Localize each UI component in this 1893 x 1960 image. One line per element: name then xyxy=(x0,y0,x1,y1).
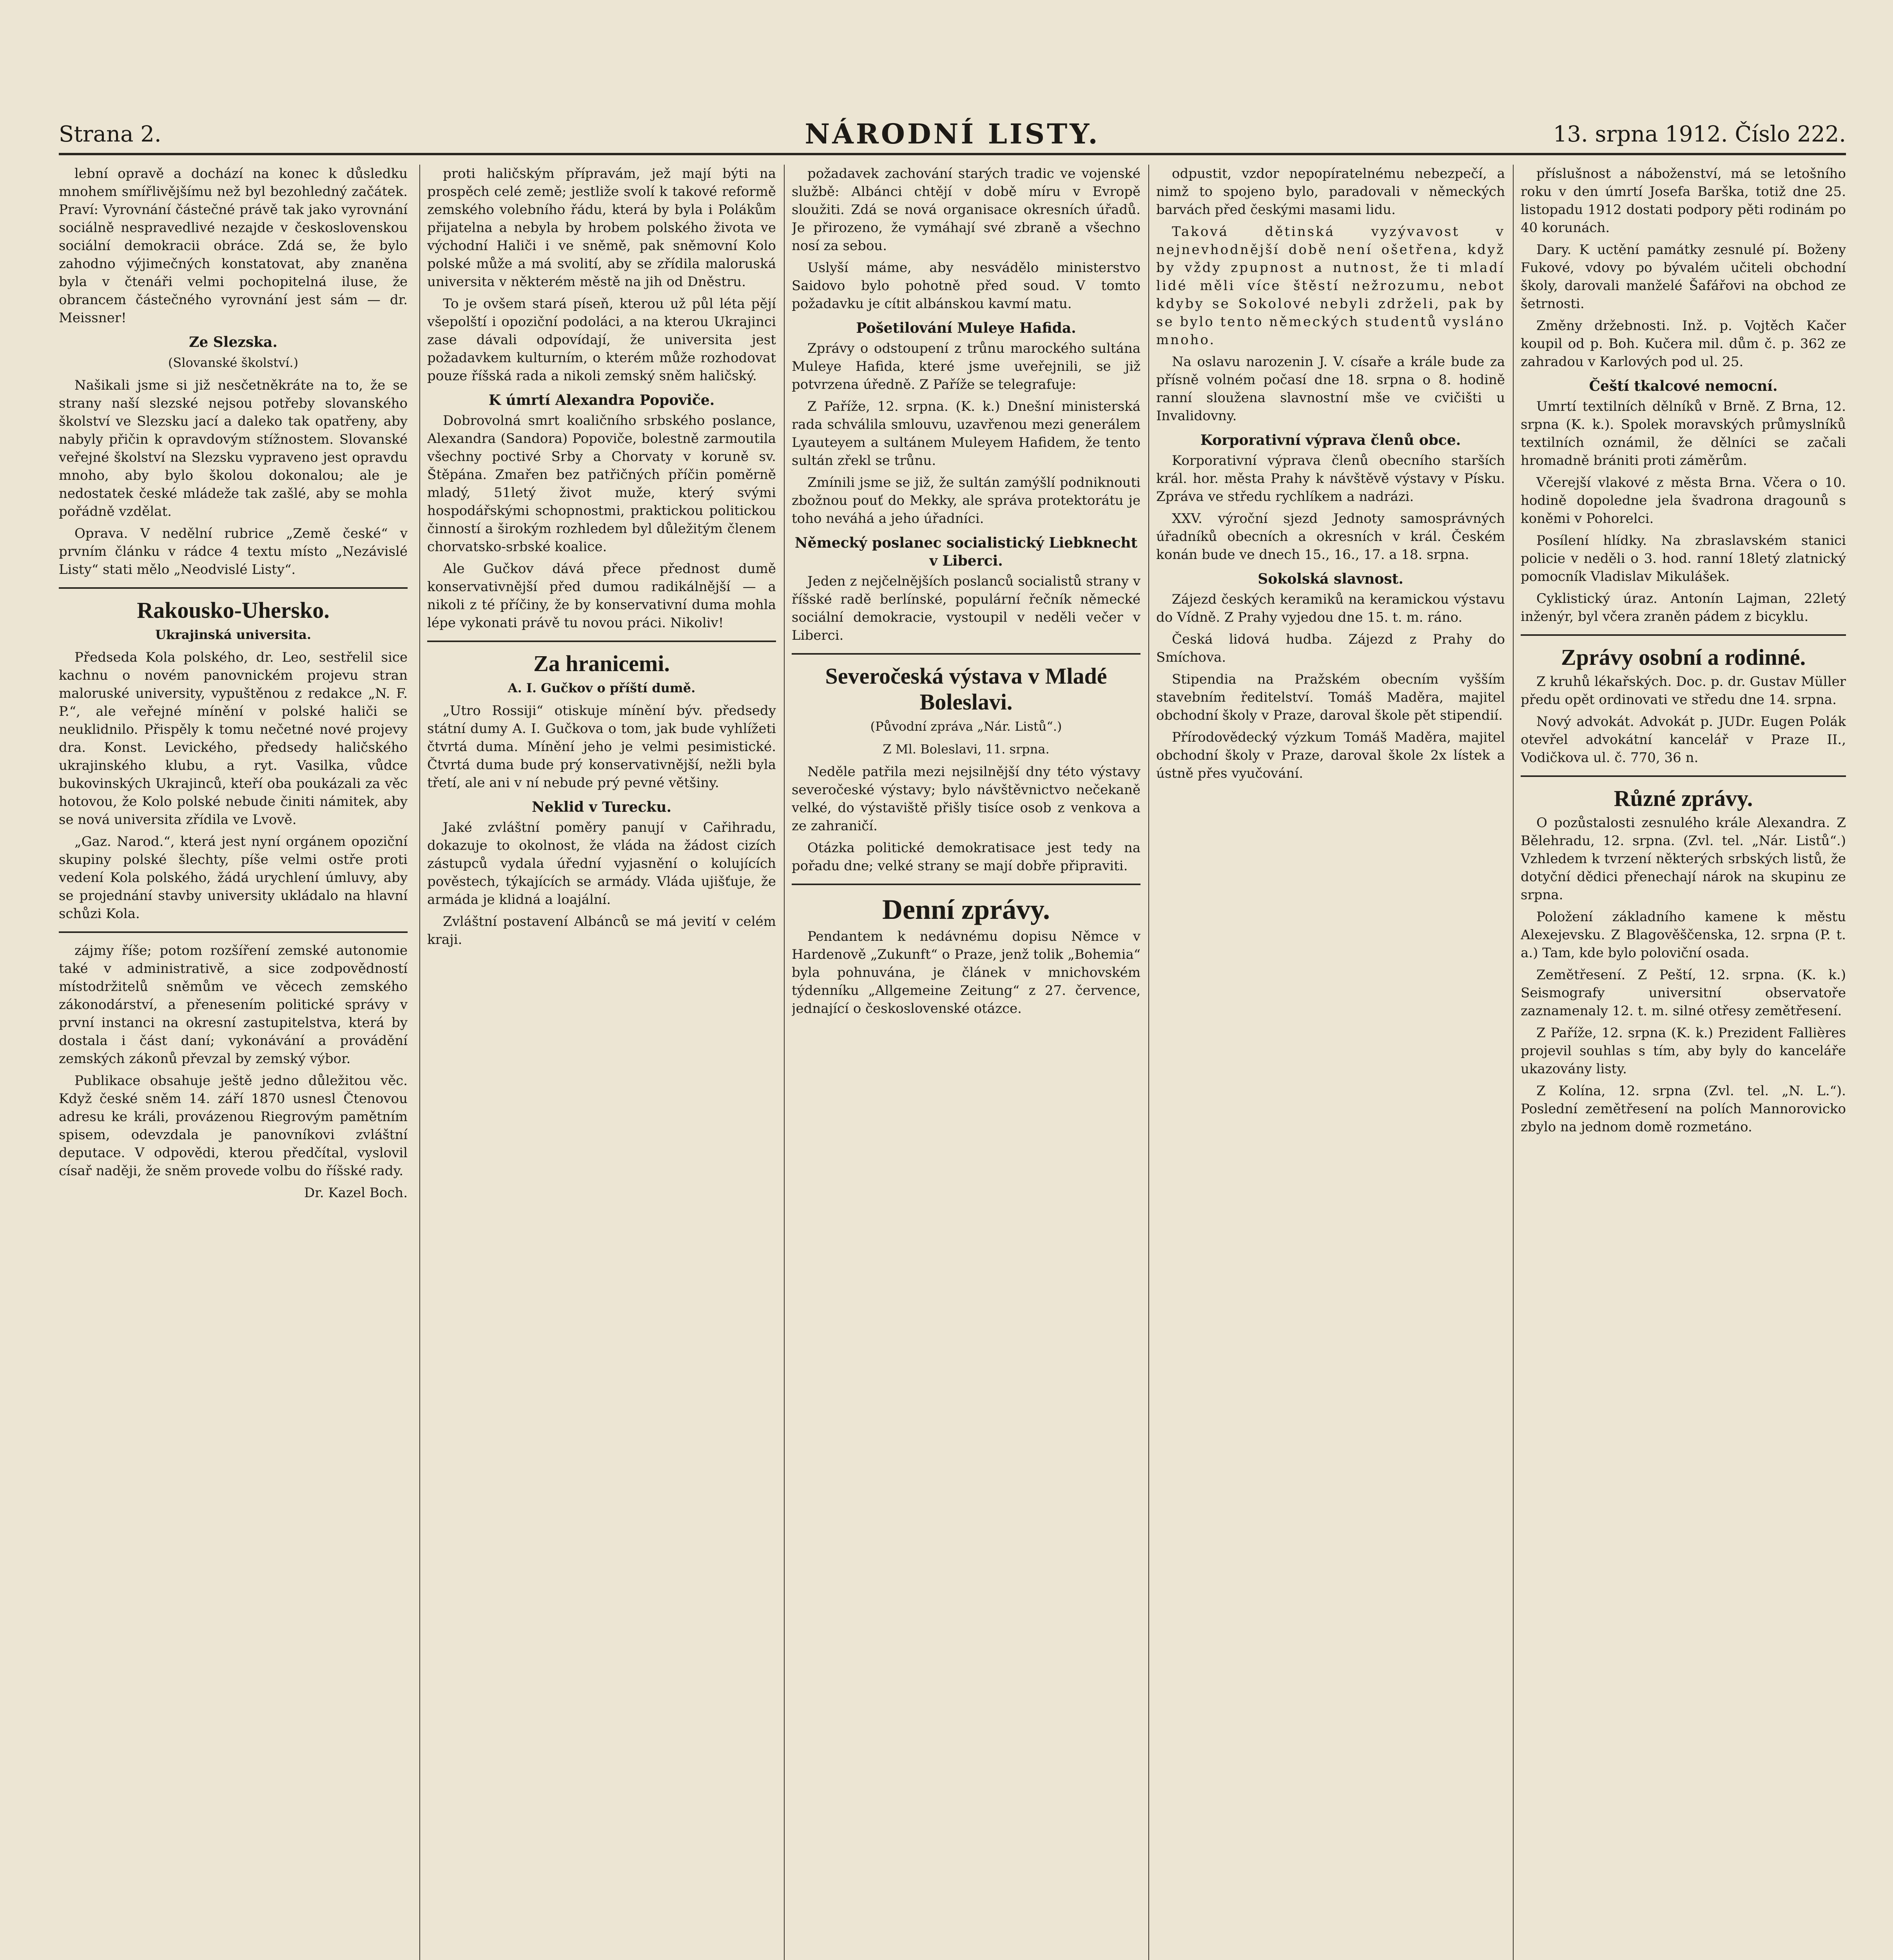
section-subheading: (Slovanské školství.) xyxy=(168,355,299,370)
section-divider xyxy=(1521,775,1846,777)
article-text: O pozůstalosti zesnulého krále Alexandra. Z Bělehradu, 12. srpna. (Zvl. tel. „Nár. Listů“.) Vzhledem k tvrzení některých srbských listů, že dotyční dědici přenechají nárok na skupinu ze srpna. xyxy=(1521,815,1846,903)
section-heading: Různé zprávy. xyxy=(1614,786,1753,811)
column-2 xyxy=(427,165,776,1960)
masthead xyxy=(59,118,1846,155)
article-text: To je ovšem stará píseň, kterou už půl léta pějí všepolští i opoziční podoláci, a na kterou Ukrajinci zase dávali odpovídají, že universita jest požadavkem kulturním, o kterém může rozhodovat pouze říšská rada a nikoli zemský sněm haličský. xyxy=(427,296,776,384)
dateline: Z Ml. Boleslavi, 11. srpna. xyxy=(883,742,1050,757)
article-text: Jeden z nejčelnějších poslanců socialistů strany v říšské radě berlínské, populární řečník německé sociální demokracie, vystoupil v neděli večer v Liberci. xyxy=(792,573,1141,643)
page-number: Strana 2. xyxy=(59,122,161,147)
article-text: Z Paříže, 12. srpna (K. k.) Prezident Fallières projevil souhlas s tím, aby byly do kanceláře ukazovány listy. xyxy=(1521,1025,1846,1077)
article-text: Neděle patřila mezi nejsilnější dny této výstavy severočeské výstavy; bylo návštěvnictvo nečekaně velké, do výstaviště přišly tisíce osob z venkova a ze zahraničí. xyxy=(792,764,1141,834)
section-divider xyxy=(427,641,776,642)
section-heading: Za hranicemi. xyxy=(533,651,670,676)
article-text: Na oslavu narozenin J. V. císaře a krále bude za přísně volném počasí dne 18. srpna o 8. hodině ranní sloužena slavnostní mše ve cvičišti u Invalidovny. xyxy=(1156,354,1505,424)
article-text: Ale Gučkov dává přece přednost dumě konservativnější před dumou radikálnější — a nikoli z té příčiny, že by konservativní duma mohla lépe vykonati právě tu novou práci. Nikoliv! xyxy=(427,561,776,631)
article-text: příslušnost a náboženství, má se letošního roku v den úmrtí Josefa Barška, totiž dne 25. listopadu 1912 dostati podpory pěti rodinám po 40 korunách. xyxy=(1521,166,1846,236)
section-heading: Severočeská výstava v Mladé Boleslavi. xyxy=(825,663,1107,715)
issue-date: 13. srpna 1912. Číslo 222. xyxy=(1553,122,1846,147)
article-text: Zvláštní postavení Albánců se má jevití v celém kraji. xyxy=(427,914,776,947)
article-text: Nový advokát. Advokát p. JUDr. Eugen Polák otevřel advokátní kancelář v Praze II., Vodičkova ul. č. 770, 36 n. xyxy=(1521,714,1846,766)
column-1 xyxy=(59,165,408,1960)
column-5 xyxy=(1521,165,1846,1960)
section-subheading: (Původní zpráva „Nár. Listů“.) xyxy=(870,719,1062,734)
article-text: Z Paříže, 12. srpna. (K. k.) Dnešní ministerská rada schválila smlouvu, uzavřenou mezi generálem Lyauteyem a sultánem Muleyem Hafidem, že tento sultán zřekl se trůnu. xyxy=(792,399,1141,468)
article-text: Taková dětinská vyzývavost v nejnevhodnější době není ošetřena, když by vždy zpupnost a nutnost, že ti mladí lidé měli více štěstí nežrozumu, nebot kdyby se Sokolové nebyli zdrželi, pak by se bylo tento německých studentů vysláno mnoho. xyxy=(1156,224,1505,348)
newspaper-title: NÁRODNÍ LISTY. xyxy=(805,118,1100,150)
signature: Dr. Kazel Boch. xyxy=(304,1185,408,1201)
section-heading: Denní zprávy. xyxy=(882,894,1050,925)
article-text: Uslyší máme, aby nesvádělo ministerstvo Saidovo bylo pohotně před soud. V tomto požadavku je cítit albánskou kavmí matu. xyxy=(792,260,1141,312)
section-divider xyxy=(59,587,408,589)
section-divider xyxy=(59,931,408,933)
section-heading: Zprávy osobní a rodinné. xyxy=(1561,644,1806,670)
column-4 xyxy=(1156,165,1505,1960)
article-text: Zmínili jsme se již, že sultán zamýšlí podniknouti zbožnou pouť do Mekky, ale správa protektorátu je toho neváhá a jeho úřadníci. xyxy=(792,475,1141,526)
article-text: Přírodovědecký výzkum Tomáš Maděra, majitel obchodní školy v Praze, daroval škole 2x lístek a ústně přes vyučování. xyxy=(1156,730,1505,781)
section-subheading: A. I. Gučkov o příští dumě. xyxy=(508,681,696,695)
section-heading: Německý poslanec socialistický Liebknecht v Liberci. xyxy=(794,535,1138,569)
column-rule xyxy=(1148,165,1149,1960)
article-text: požadavek zachování starých tradic ve vojenské službě: Albánci chtějí v době míru v Evropě sloužiti. Zdá se nová organisace okresních úřadů. Je přirozeno, že vymáhají své zbraně a všechno nosí za sebou. xyxy=(792,166,1141,254)
article-text: XXV. výroční sjezd Jednoty samosprávných úřadníků obecních a okresních v král. Českém konán bude ve dnech 15., 16., 17. a 18. srpna. xyxy=(1156,511,1505,563)
article-text: odpustit, vzdor nepopíratelnému nebezpečí, a nimž to spojeno bylo, paradovali v německých barvách před českými masami lidu. xyxy=(1156,166,1505,218)
section-divider xyxy=(792,884,1141,885)
section-heading: Pošetilování Muleye Hafida. xyxy=(856,320,1076,336)
article-text: zájmy říše; potom rozšíření zemské autonomie také v administrativě, a sice zodpovědností místodržitelů sněmům ve věcech zemského zákonodárství, a přenesením politické správy v první instanci na okresní zastupitelstva, která by dostala i část daní; vykonávání a provádění zemských zákonů převzal by zemský výbor. xyxy=(59,943,408,1067)
section-heading: Rakousko-Uhersko. xyxy=(137,597,330,623)
section-heading: Sokolská slavnost. xyxy=(1258,571,1403,587)
section-heading: Ze Slezska. xyxy=(189,334,277,350)
article-text: Cyklistický úraz. Antonín Lajman, 22letý inženýr, byl včera zraněn pádem z bicyklu. xyxy=(1521,591,1846,624)
article-text: Zájezd českých keramiků na keramickou výstavu do Vídně. Z Prahy vyjedou dne 15. t. m. ráno. xyxy=(1156,592,1505,625)
article-text: „Gaz. Narod.“, která jest nyní orgánem opoziční skupiny polské šlechty, píše velmi ostře proti vedení Kola polského, žádá urychlení úmluvy, aby se projednání stavby university ukládalo na hlavní schůzi Kola. xyxy=(59,834,408,922)
section-subheading: Ukrajinská universita. xyxy=(155,627,312,642)
article-text: Pendantem k nedávnému dopisu Němce v Hardenově „Zukunft“ o Praze, jenž tolik „Bohemia“ byla pohnuvána, je článek v mnichovském týdenníku „Allgemeine Zeitung“ z 27. července, jednající o československé otázce. xyxy=(792,929,1141,1016)
column-rule xyxy=(1513,165,1514,1960)
article-text: Včerejší vlakové z města Brna. Včera o 10. hodině dopoledne jela švadrona dragounů s koněmi v Pohorelci. xyxy=(1521,475,1846,526)
article-text: Otázka politické demokratisace jest tedy na pořadu dne; velké strany se mají dobře připraviti. xyxy=(792,840,1141,874)
article-text: Publikace obsahuje ještě jedno důležitou věc. Když české sněm 14. září 1870 usnesl Čtenovou adresu ke králi, provázenou Riegrovým pamětním spisem, odevzdala je panovníkovi zvláštní deputace. V odpovědi, kterou předčítal, vyslovil císař naději, že sněm provede volbu do říšské rady. xyxy=(59,1073,408,1179)
section-heading: K úmrtí Alexandra Popoviče. xyxy=(488,392,715,408)
article-text: Posílení hlídky. Na zbraslavském stanici policie v neděli o 3. hod. ranní 18letý zlatnický pomocník Vladislav Mikulášek. xyxy=(1521,533,1846,584)
article-text: Našikali jsme si již nesčetněkráte na to, že se strany naší slezské nejsou potřeby slovanského školství ve Slezsku jací a daleko tak opatřeny, aby nabyly přičin k opravdovým stížnostem. Slovanské veřejné školství na Slezsku vypraveno jest opravdu mnoho, aby bylo školou dokonalou; ale je nedostatek české mládeže tak zašlé, aby se mohla pořádně vzdělat. xyxy=(59,377,408,519)
section-heading: Korporativní výprava členů obce. xyxy=(1200,432,1461,448)
article-text: Stipendia na Pražském obecním vyšším stavebním ředitelství. Tomáš Maděra, majitel obchodní školy v Praze, daroval škole pět stipendií. xyxy=(1156,671,1505,723)
article-text: Z Kolína, 12. srpna (Zvl. tel. „N. L.“). Poslední zemětřesení na polích Mannorovicko zbylo na jednom domě rozmetáno. xyxy=(1521,1083,1846,1135)
article-text: Položení základního kamene k městu Alexejevsku. Z Blagověščenska, 12. srpna (P. t. a.) Tam, kde bylo poloviční osada. xyxy=(1521,909,1846,961)
correction-note: Oprava. V nedělní rubrice „Země české“ v prvním článku v rádce 4 textu místo „Nezávislé Listy“ stati mělo „Neodvislé Listy“. xyxy=(59,526,408,577)
column-3 xyxy=(792,165,1141,1960)
column-rule xyxy=(784,165,785,1960)
article-text: lební opravě a dochází na konec k důsledku mnohem smířlivějšímu než byl bezohledný začátek. Praví: Vyrovnání částečné právě tak jako vyrovnání sociálně nespravedlivé nezajde v československou sociální demokracii obráce. Zdá se, že bylo zahodno výjimečných konstatovat, aby znaněna byla v čtenáři velmi pochopitelná iluse, že obrancem částečného vyrovnání jest sám — dr. Meissner! xyxy=(59,166,408,326)
article-text: Předseda Kola polského, dr. Leo, sestřelil sice kachnu o novém panovnickém projevu stran maloruské university, vypuštěnou z redakce „N. F. P.“, ale veřejné mínění v polské haliči se neuklidnilo. Přispěly k tomu nečetné nové projevy dra. Konst. Levického, předsedy haličského ukrajinského klubu, a ryt. Vasilka, vůdce bukovinských Ukrajinců, kteří oba poukázali za věc hotovou, že Kolo polské nebude činiti námitek, aby se nová universita zřídila ve Lvově. xyxy=(59,650,408,828)
article-text: Změny držebnosti. Inž. p. Vojtěch Kačer koupil od p. Boh. Kučera mil. dům č. p. 362 ze zahradou v Karlových pod ul. 25. xyxy=(1521,318,1846,370)
article-text: Dobrovolná smrt koaličního srbského poslance, Alexandra (Sandora) Popoviče, bolestně zarmoutila všechny poctivé Srby a Chorvaty v koruně sv. Štěpána. Zmařen bez patřičných příčin poměrně mladý, 51letý život muže, který svými hospodářskými schopnostmi, praktickou politickou činností a širokým rozhledem byl důležitým členem chorvatsko-srbské koalice. xyxy=(427,413,776,555)
article-text: Korporativní výprava členů obecního starších král. hor. města Prahy k návštěvě výstavy v Písku. Zpráva ve středu rychlíkem a nadrázi. xyxy=(1156,453,1505,505)
article-text: Dary. K uctění památky zesnulé pí. Boženy Fukové, vdovy po bývalém učiteli obchodní školy, darovali manželé Šafářovi na obchod ze šetrnosti. xyxy=(1521,242,1846,312)
article-text: Zemětřesení. Z Peští, 12. srpna. (K. k.) Seismografy universitní observatoře zaznamenaly 12. t. m. silné otřesy zemětřesení. xyxy=(1521,967,1846,1019)
column-rule xyxy=(419,165,420,1960)
section-divider xyxy=(1521,634,1846,636)
article-text: Z kruhů lékařských. Doc. p. dr. Gustav Müller předu opět ordinovati ve středu dne 14. srpna. xyxy=(1521,674,1846,708)
section-divider xyxy=(792,653,1141,655)
article-text: „Utro Rossiji“ otiskuje mínění býv. předsedy státní dumy A. I. Gučkova o tom, jak bude vyhlížeti čtvrtá duma. Mínění jeho je velmi pesimistické. Čtvrtá duma bude prý konservativnější, nežli byla třetí, ale ani v ní nebude prý pevné většiny. xyxy=(427,703,776,791)
article-text: proti haličským přípravám, jež mají býti na prospěch celé země; jestliže svolí k takové reformě zemského volebního řádu, která by byla i Polákům přijatelna a nebyla by hrobem polského života ve východní Haliči i ve sněmě, pak sněmovní Kolo polské může a má svolití, aby se zřídila maloruská universita v některém městě na jih od Dněstru. xyxy=(427,166,776,290)
article-text: Jaké zvláštní poměry panují v Cařihradu, dokazuje to okolnost, že vláda na žádost cizích zástupců vydala úřední vyjasnění o kolujících pověstech, týkajících se armády. Vláda ujišťuje, že armáda je klidná a loajální. xyxy=(427,820,776,907)
section-heading: Čeští tkalcové nemocní. xyxy=(1589,378,1778,394)
article-text: Zprávy o odstoupení z trůnu marockého sultána Muleye Hafida, které jsme uveřejnili, se již potvrzena úředně. Z Paříže se telegrafuje: xyxy=(792,341,1141,392)
article-text: Česká lidová hudba. Zájezd z Prahy do Smíchova. xyxy=(1156,632,1505,665)
section-heading: Neklid v Turecku. xyxy=(531,799,672,815)
article-text: Umrtí textilních dělníků v Brně. Z Brna, 12. srpna (K. k.). Spolek moravských průmyslníků textilních oznámil, že dělníci se začali hromadně brániti proti záměrům. xyxy=(1521,399,1846,468)
